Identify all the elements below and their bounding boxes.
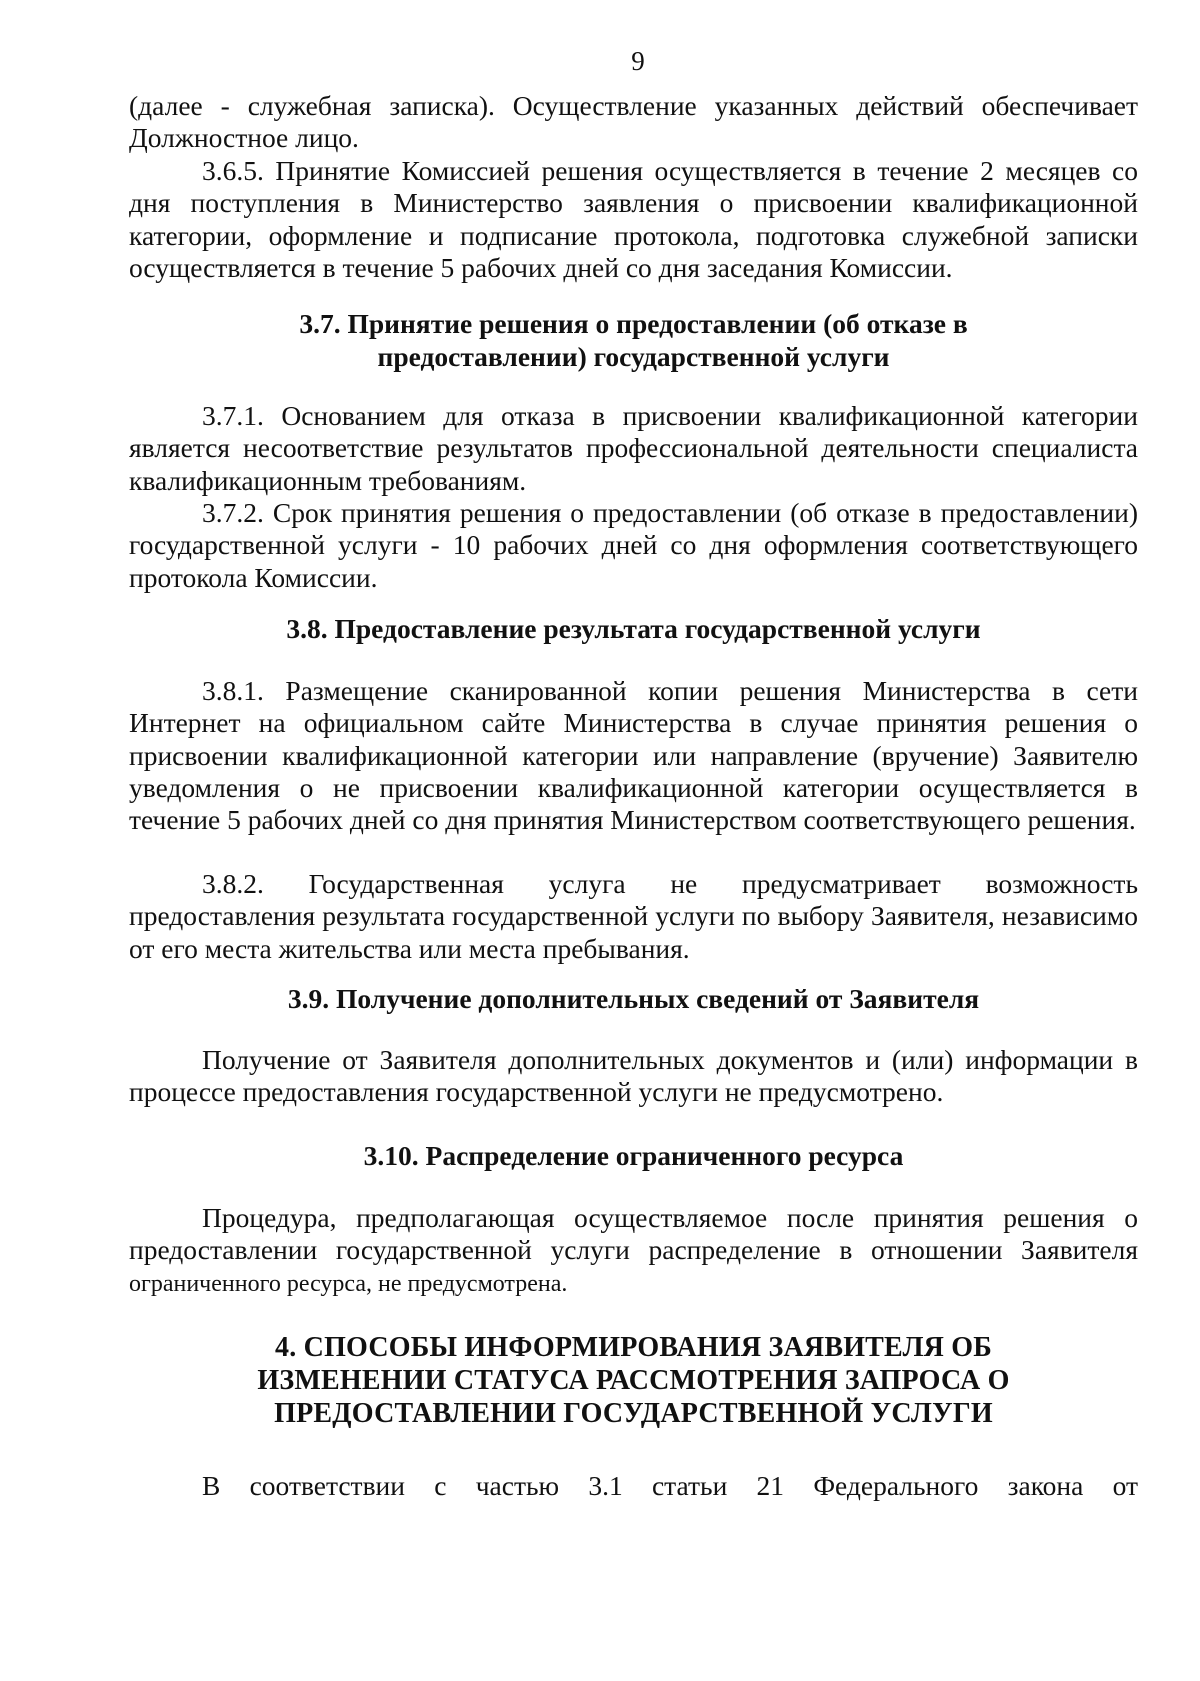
paragraph-3-7-2: 3.7.2. Срок принятия решения о предоставлении (об отказе в предоставлении) государственной услуги - 10 рабочих дней со дня оформления соответствующего протокола Комиссии. [129, 497, 1138, 593]
paragraph-3-8-1: 3.8.1. Размещение сканированной копии решения Министерства в сети Интернет на официальном сайте Министерства в случае принятия решения о присвоении квалификационной категории или направление (вручение) Заявителю уведомления о не присвоении квалификационной категории осуществляется в течение 5 рабочих дней со дня принятия Министерством соответствующего решения. [129, 675, 1138, 836]
section-heading-3-9: 3.9. Получение дополнительных сведений от Заявителя [287, 983, 980, 1014]
paragraph-4-start: В соответствии с частью 3.1 статьи 21 Федерального закона от [202, 1470, 1138, 1501]
chapter-heading-4 [129, 1331, 1138, 1430]
paragraph-3-6-5: 3.6.5. Принятие Комиссией решения осуществляется в течение 2 месяцев со дня поступления в Министерство заявления о присвоении квалификационной категории, оформление и подписание протокола, подготовка служебной записки осуществляется в течение 5 рабочих дней со дня заседания Комиссии. [129, 155, 1138, 283]
chapter-heading-4-line1: 4. СПОСОБЫ ИНФОРМИРОВАНИЯ ЗАЯВИТЕЛЯ ОБ [275, 1332, 992, 1363]
paragraph-3-8-2: 3.8.2. Государственная услуга не предусматривает возможность предоставления результата государственной услуги по выбору Заявителя, независимо от его места жительства или места пребывания. [129, 868, 1138, 964]
section-heading-3-7-line2: предоставлении) государственной услуги [377, 341, 890, 372]
section-heading-3-10: 3.10. Распределение ограниченного ресурса [363, 1140, 904, 1171]
section-heading-3-8: 3.8. Предоставление результата государственной услуги [286, 613, 981, 644]
page-number: 9 [631, 46, 645, 76]
paragraph-3-10-part2: ограниченного ресурса, не предусмотрена. [129, 1271, 568, 1297]
paragraph-3-9: Получение от Заявителя дополнительных документов и (или) информации в процессе предоставления государственной услуги не предусмотрено. [129, 1044, 1138, 1108]
chapter-heading-4-line3: ПРЕДОСТАВЛЕНИИ ГОСУДАРСТВЕННОЙ УСЛУГИ [274, 1398, 993, 1429]
paragraph-continuation: (далее - служебная записка). Осуществление указанных действий обеспечивает Должностное лицо. [129, 90, 1138, 154]
section-heading-3-7-line1: 3.7. Принятие решения о предоставлении (об отказе в [299, 308, 968, 339]
paragraph-3-7-1: 3.7.1. Основанием для отказа в присвоении квалификационной категории является несоответствие результатов профессиональной деятельности специалиста квалификационным требованиям. [129, 400, 1138, 496]
section-heading-3-7 [129, 307, 1138, 373]
chapter-heading-4-line2: ИЗМЕНЕНИИ СТАТУСА РАССМОТРЕНИЯ ЗАПРОСА О [257, 1365, 1010, 1396]
paragraph-3-10-part1: Процедура, предполагающая осуществляемое после принятия решения о предоставлении государственной услуги распределение в отношении Заявителя [129, 1202, 1138, 1266]
